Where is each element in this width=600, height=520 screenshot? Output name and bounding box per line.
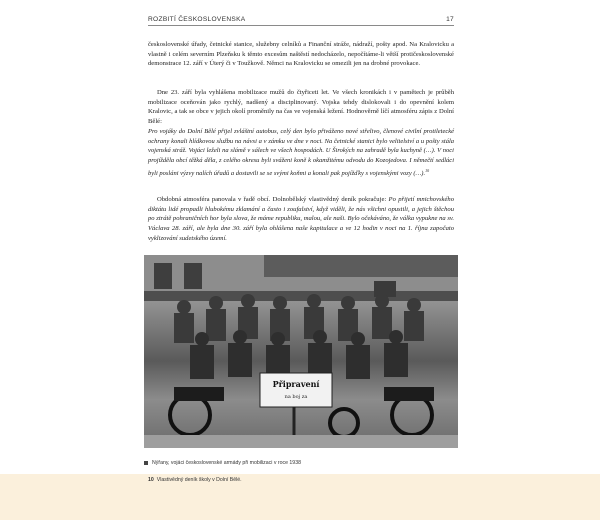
sign-text-line-2: na boj za: [284, 394, 308, 400]
quote-text: Pro vojáky do Dolní Bělé přijel zvláštní autobus, celý den bylo přiváženo nové střelivo, členové civilní protiletecké ochrany konali hlídkovou službu na návsi a v zámku ve dne v noci. Na četnické stanici bylo velitelství a u pošty stála vojenská stráž. Vojáci leželi na slámě v sálech ve všech hospodách. U Širokých na zahradě byla kuchyně (…). V noci projížděla obcí těžká děla, z celého okresu byli sváženi koně k okamžitému odvodu do Kozojedova. I němečtí sedláci byli posláni výzvy nalích úřadů a dostavili se se svými koňmi a konali pak pojížďky s vojenskými vozy (…).: [148, 128, 454, 177]
paragraph-3-lead: Obdobná atmosféra panovala v řadě obcí. Dolnobělský vlastivědný deník pokračuje:: [157, 196, 389, 203]
footnote-number: 10: [148, 477, 154, 483]
running-header: [148, 16, 454, 26]
photo-caption: [144, 460, 458, 466]
caption-bullet-icon: [144, 461, 148, 465]
caption-text: Nýřany, vojáci československé armády při mobilizaci v roce 1938: [152, 460, 301, 466]
photo-illustration: [144, 255, 458, 448]
paragraph-2: Dne 23. září byla vyhlášena mobilizace mužů do čtyřiceti let. Ve všech kronikách i v pamětech je průběh mobilizace oceňován jako rychlý, nadšený a disciplinovaný. Vojska tehdy dislokovali i do opevnění kolem Kralovic, a tak se obce v jejich okolí proměnily na čas ve vojenská ležení. Hodnověrně líčí atmosféru zápis z Dolní Bělé:: [148, 89, 454, 126]
paragraph-1: československé úřady, četnické stanice, služebny celníků a Finanční stráže, nádraží, pošty apod. Na Kralovicku a vlastně i celém severním Plzeňsku k těmto excesům naštěstí nedocházelo, nepočítáme-li větší protičeskoslovenské demonstrace 12. září v Úterý či v Toužkově. Němci na Kralovicku se omezili jen na drobné provokace.: [148, 41, 454, 68]
sign-text-line-1: Připravení: [272, 379, 320, 389]
paragraph-3: [148, 195, 454, 244]
footnote: [148, 477, 454, 483]
running-title: ROZBITÍ ČESKOSLOVENSKA: [148, 16, 246, 23]
page-number: 17: [446, 16, 454, 23]
historical-photo: [144, 255, 458, 448]
quoted-chronicle: [148, 127, 454, 179]
footnote-text: Vlastivědný deník školy v Dolní Bělé.: [156, 477, 242, 483]
footnote-ref: 10: [425, 167, 430, 173]
paragraph-3-quote: Po přijetí mnichovského diktátu lidé propadli hlubokému zklamání a často i zoufalství, když viděli, že nás všichni opustili, a jejich štěchou po ztrátě pohraničních hor byla slova, že máme republiku, malou, ale naši. Bylo očekáváno, že válka vypukne na sv. Václava 28. září, ale byla dne 30. září byla ohlášena naše kapitulace a ve 12 hodin v noci na 1. října započato vyklizování sudetského území.: [148, 196, 455, 242]
